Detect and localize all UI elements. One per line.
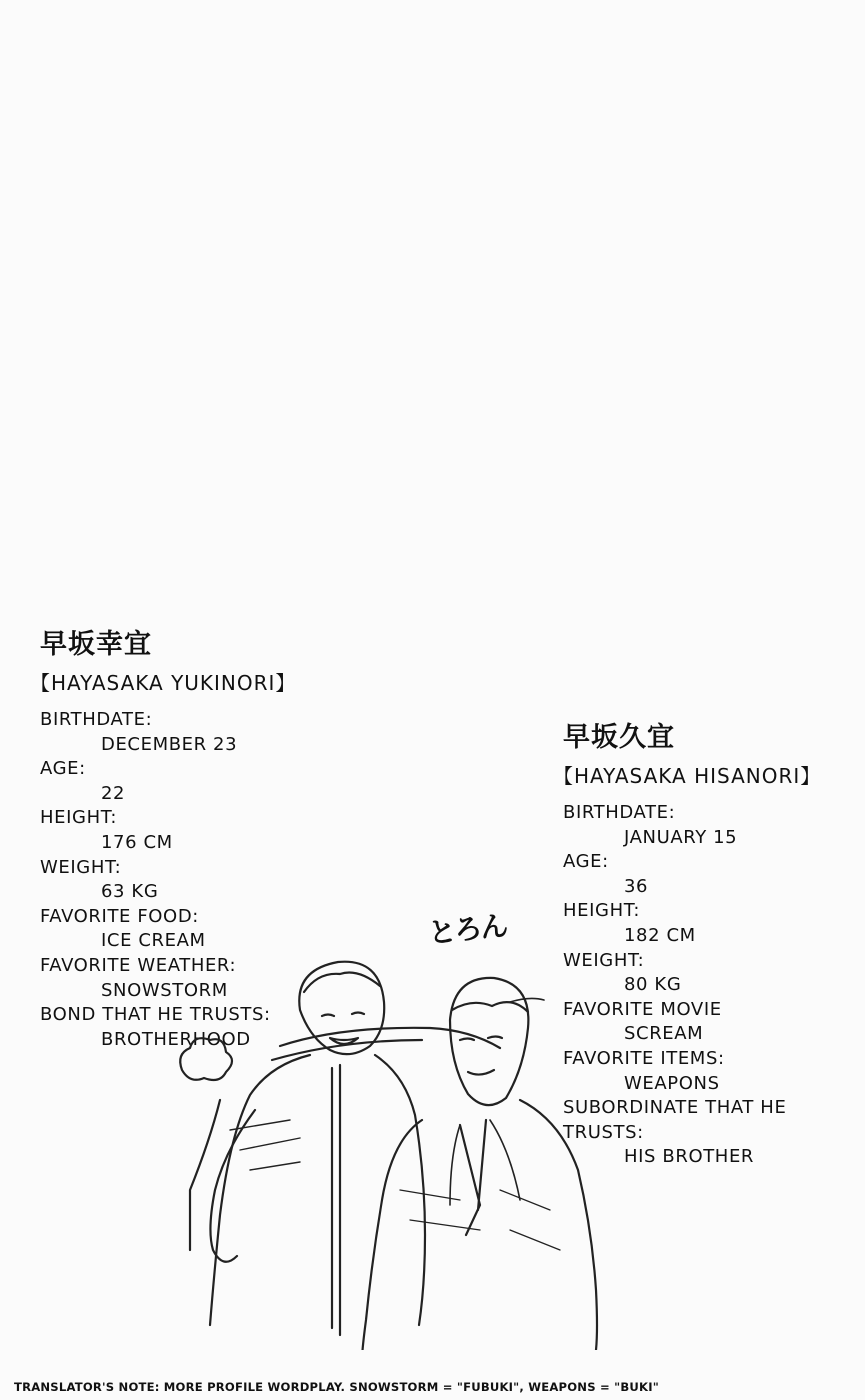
field-value: SCREAM <box>624 1023 704 1045</box>
profile-field <box>40 905 296 954</box>
profile-field <box>563 899 865 948</box>
profile-field <box>40 856 296 905</box>
field-value: HIS BROTHER <box>624 1146 755 1168</box>
field-value: ICE CREAM <box>101 930 206 952</box>
profile-field <box>40 806 296 855</box>
field-value: DECEMBER 23 <box>101 733 238 755</box>
name-romaji: 【HAYASAKA YUKINORI】 <box>30 671 297 695</box>
profile-field <box>563 949 865 998</box>
sound-effect-text: とろん <box>426 909 508 950</box>
field-label: AGE: <box>40 758 86 780</box>
field-value: 176 CM <box>101 831 173 853</box>
profile-field <box>563 801 865 850</box>
profile-field <box>563 850 865 899</box>
brothers-sketch-illustration <box>160 950 600 1350</box>
name-romaji: 【HAYASAKA HISANORI】 <box>553 764 822 788</box>
profile-field <box>40 757 296 806</box>
profile-field <box>40 708 296 757</box>
field-value: 63 KG <box>101 881 159 903</box>
profile-field <box>563 1047 865 1096</box>
field-label: WEIGHT: <box>563 949 645 971</box>
field-label: HEIGHT: <box>40 807 117 829</box>
field-value: SNOWSTORM <box>101 979 228 1001</box>
field-label: BOND THAT HE TRUSTS: <box>40 1004 271 1026</box>
field-value: BROTHERHOOD <box>101 1028 251 1050</box>
field-value: 36 <box>624 875 649 897</box>
field-label: FAVORITE MOVIE <box>563 998 722 1020</box>
field-label: AGE: <box>563 851 609 873</box>
field-label: FAVORITE WEATHER: <box>40 954 237 976</box>
profile-field <box>563 998 865 1047</box>
field-value: WEAPONS <box>624 1072 720 1094</box>
field-label: BIRTHDATE: <box>40 709 153 730</box>
field-value: 22 <box>101 782 126 804</box>
field-label: FAVORITE FOOD: <box>40 905 199 927</box>
field-label: FAVORITE ITEMS: <box>563 1047 725 1069</box>
field-label: HEIGHT: <box>563 900 640 922</box>
field-value: 182 CM <box>624 924 696 946</box>
profile-hisanori <box>553 715 865 1170</box>
name-japanese: 早坂幸宜 <box>40 629 152 660</box>
name-japanese: 早坂久宜 <box>563 722 675 753</box>
field-label: BIRTHDATE: <box>563 802 676 823</box>
field-label: WEIGHT: <box>40 856 122 878</box>
field-value: JANUARY 15 <box>624 826 738 848</box>
translator-note: TRANSLATOR'S NOTE: MORE PROFILE WORDPLAY. SNOWSTORM = "FUBUKI", WEAPONS = "BUKI" <box>14 1380 659 1394</box>
field-label: SUBORDINATE THAT HE TRUSTS: <box>563 1097 787 1143</box>
field-value: 80 KG <box>624 974 682 996</box>
profile-field <box>563 1096 865 1170</box>
